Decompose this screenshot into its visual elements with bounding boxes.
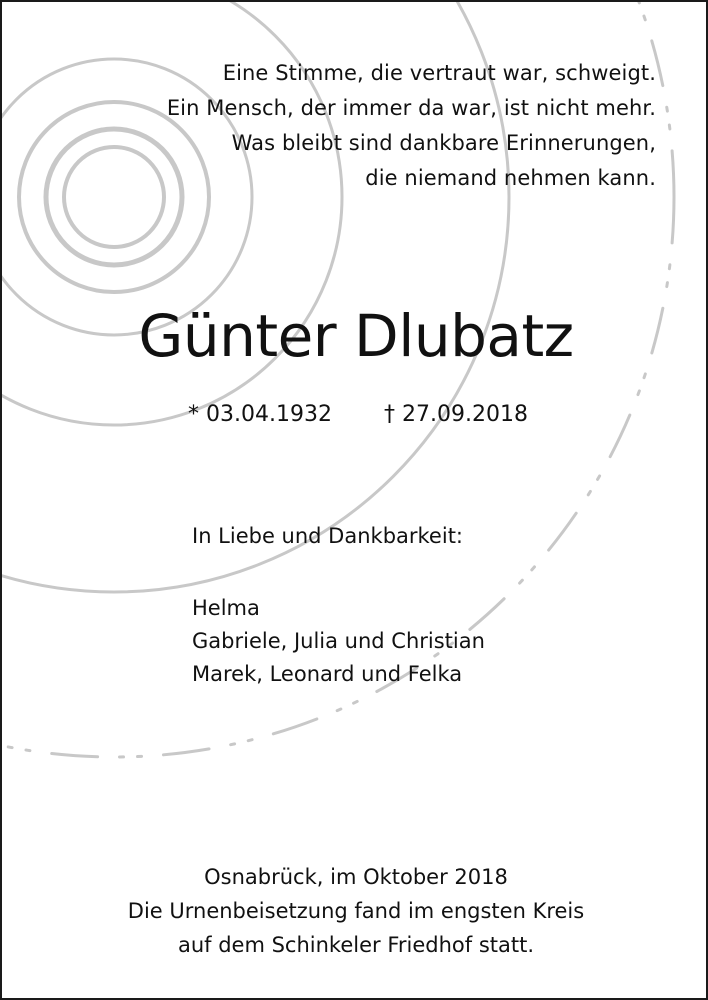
footer-line: Osnabrück, im Oktober 2018 — [204, 865, 508, 889]
footer-line: auf dem Schinkeler Friedhof statt. — [177, 933, 535, 957]
mourner-name: Gabriele, Julia und Christian — [192, 629, 485, 653]
death-date: † 27.09.2018 — [384, 402, 528, 427]
poem-line: Eine Stimme, die vertraut war, schweigt. — [222, 61, 656, 85]
memorial-poem — [167, 56, 656, 196]
mourner-name: Helma — [192, 596, 260, 620]
decor-ring — [46, 129, 182, 265]
mourners-list — [192, 592, 485, 691]
deceased-name: Günter Dlubatz — [138, 302, 574, 370]
footer-line: Die Urnenbeisetzung fand im engsten Kreis — [127, 899, 585, 923]
decor-ring — [64, 147, 164, 247]
poem-line: Was bleibt sind dankbare Erinnerungen, — [231, 131, 656, 155]
mourners-intro: In Liebe und Dankbarkeit: — [192, 524, 464, 548]
birth-date: * 03.04.1932 — [188, 402, 332, 427]
funeral-notice — [2, 860, 708, 962]
mourner-name: Marek, Leonard und Felka — [192, 662, 463, 686]
poem-line: Ein Mensch, der immer da war, ist nicht mehr. — [166, 96, 656, 120]
poem-line: die niemand nehmen kann. — [365, 166, 656, 190]
